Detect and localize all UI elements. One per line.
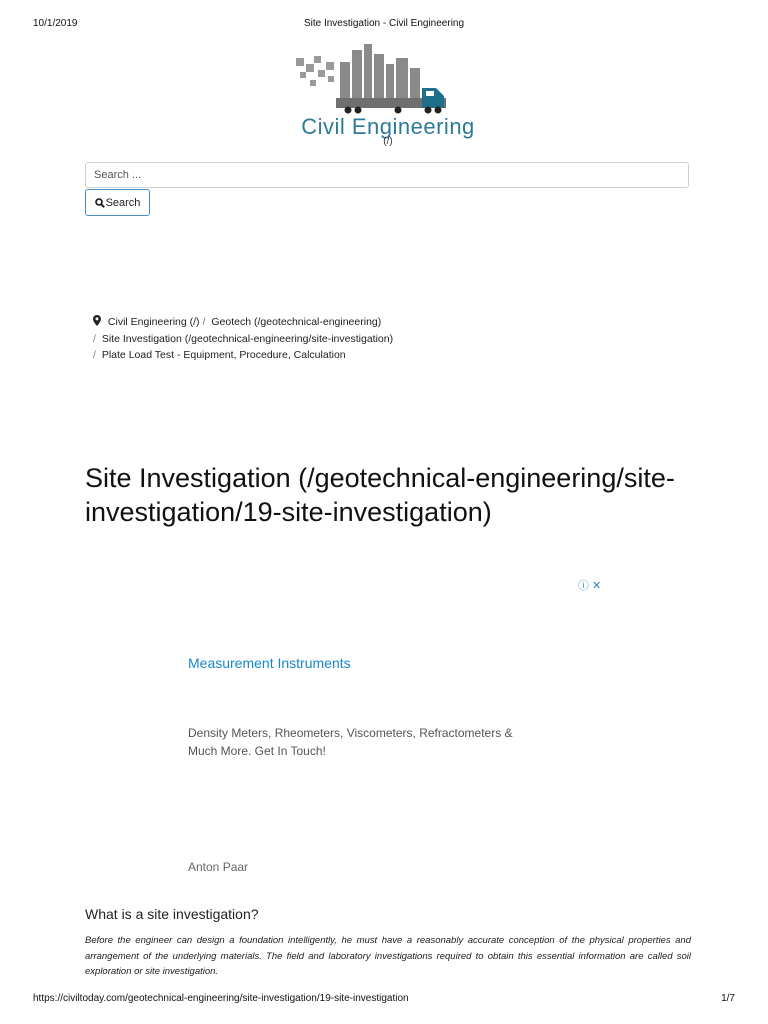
search-icon — [95, 198, 105, 208]
section-body: Before the engineer can design a foundation intelligently, he must have a reasonably accurate conception of the physical properties and arrangement of the underlying materials. The field and laboratory investigations required to obtain this essential information are called soil exploration or site investigation. — [85, 935, 691, 977]
logo-graphic-icon — [278, 40, 498, 115]
print-url: https://civiltoday.com/geotechnical-engineering/site-investigation/19-site-investigation — [33, 993, 409, 1004]
breadcrumb-item-home[interactable]: Civil Engineering (/) — [107, 316, 200, 328]
logo-link[interactable]: (/) — [383, 136, 393, 147]
print-page-number: 1/7 — [721, 993, 735, 1004]
ad-description[interactable]: Density Meters, Rheometers, Viscometers, Refractometers & Much More. Get In Touch! — [188, 726, 513, 758]
breadcrumb — [93, 314, 393, 364]
breadcrumb-item-current: Plate Load Test - Equipment, Procedure, Calculation — [101, 349, 346, 361]
search-input[interactable] — [85, 162, 689, 188]
print-title: Site Investigation - Civil Engineering — [303, 18, 465, 29]
logo-text: Civil Engineering — [301, 114, 475, 139]
site-logo[interactable] — [278, 40, 498, 147]
search-button[interactable] — [85, 189, 150, 216]
page-title[interactable]: Site Investigation (/geotechnical-engineering/site-investigation/19-site-investigation) — [85, 463, 675, 527]
search-button-label: Search — [105, 196, 141, 209]
breadcrumb-separator: / — [93, 332, 96, 345]
ad-choices-close-icon[interactable]: ⓘ ✕ — [578, 580, 602, 592]
ad-title[interactable]: Measurement Instruments — [188, 655, 351, 671]
section-heading: What is a site investigation? — [85, 906, 259, 922]
breadcrumb-separator: / — [93, 349, 96, 361]
breadcrumb-item-site-investigation[interactable]: Site Investigation (/geotechnical-engineering/site-investigation) — [101, 332, 394, 345]
print-date: 10/1/2019 — [33, 18, 78, 29]
map-marker-icon — [93, 315, 101, 326]
ad-advertiser[interactable]: Anton Paar — [188, 860, 249, 874]
breadcrumb-separator: / — [202, 316, 206, 328]
breadcrumb-item-geotech[interactable]: Geotech (/geotechnical-engineering) — [211, 316, 382, 328]
